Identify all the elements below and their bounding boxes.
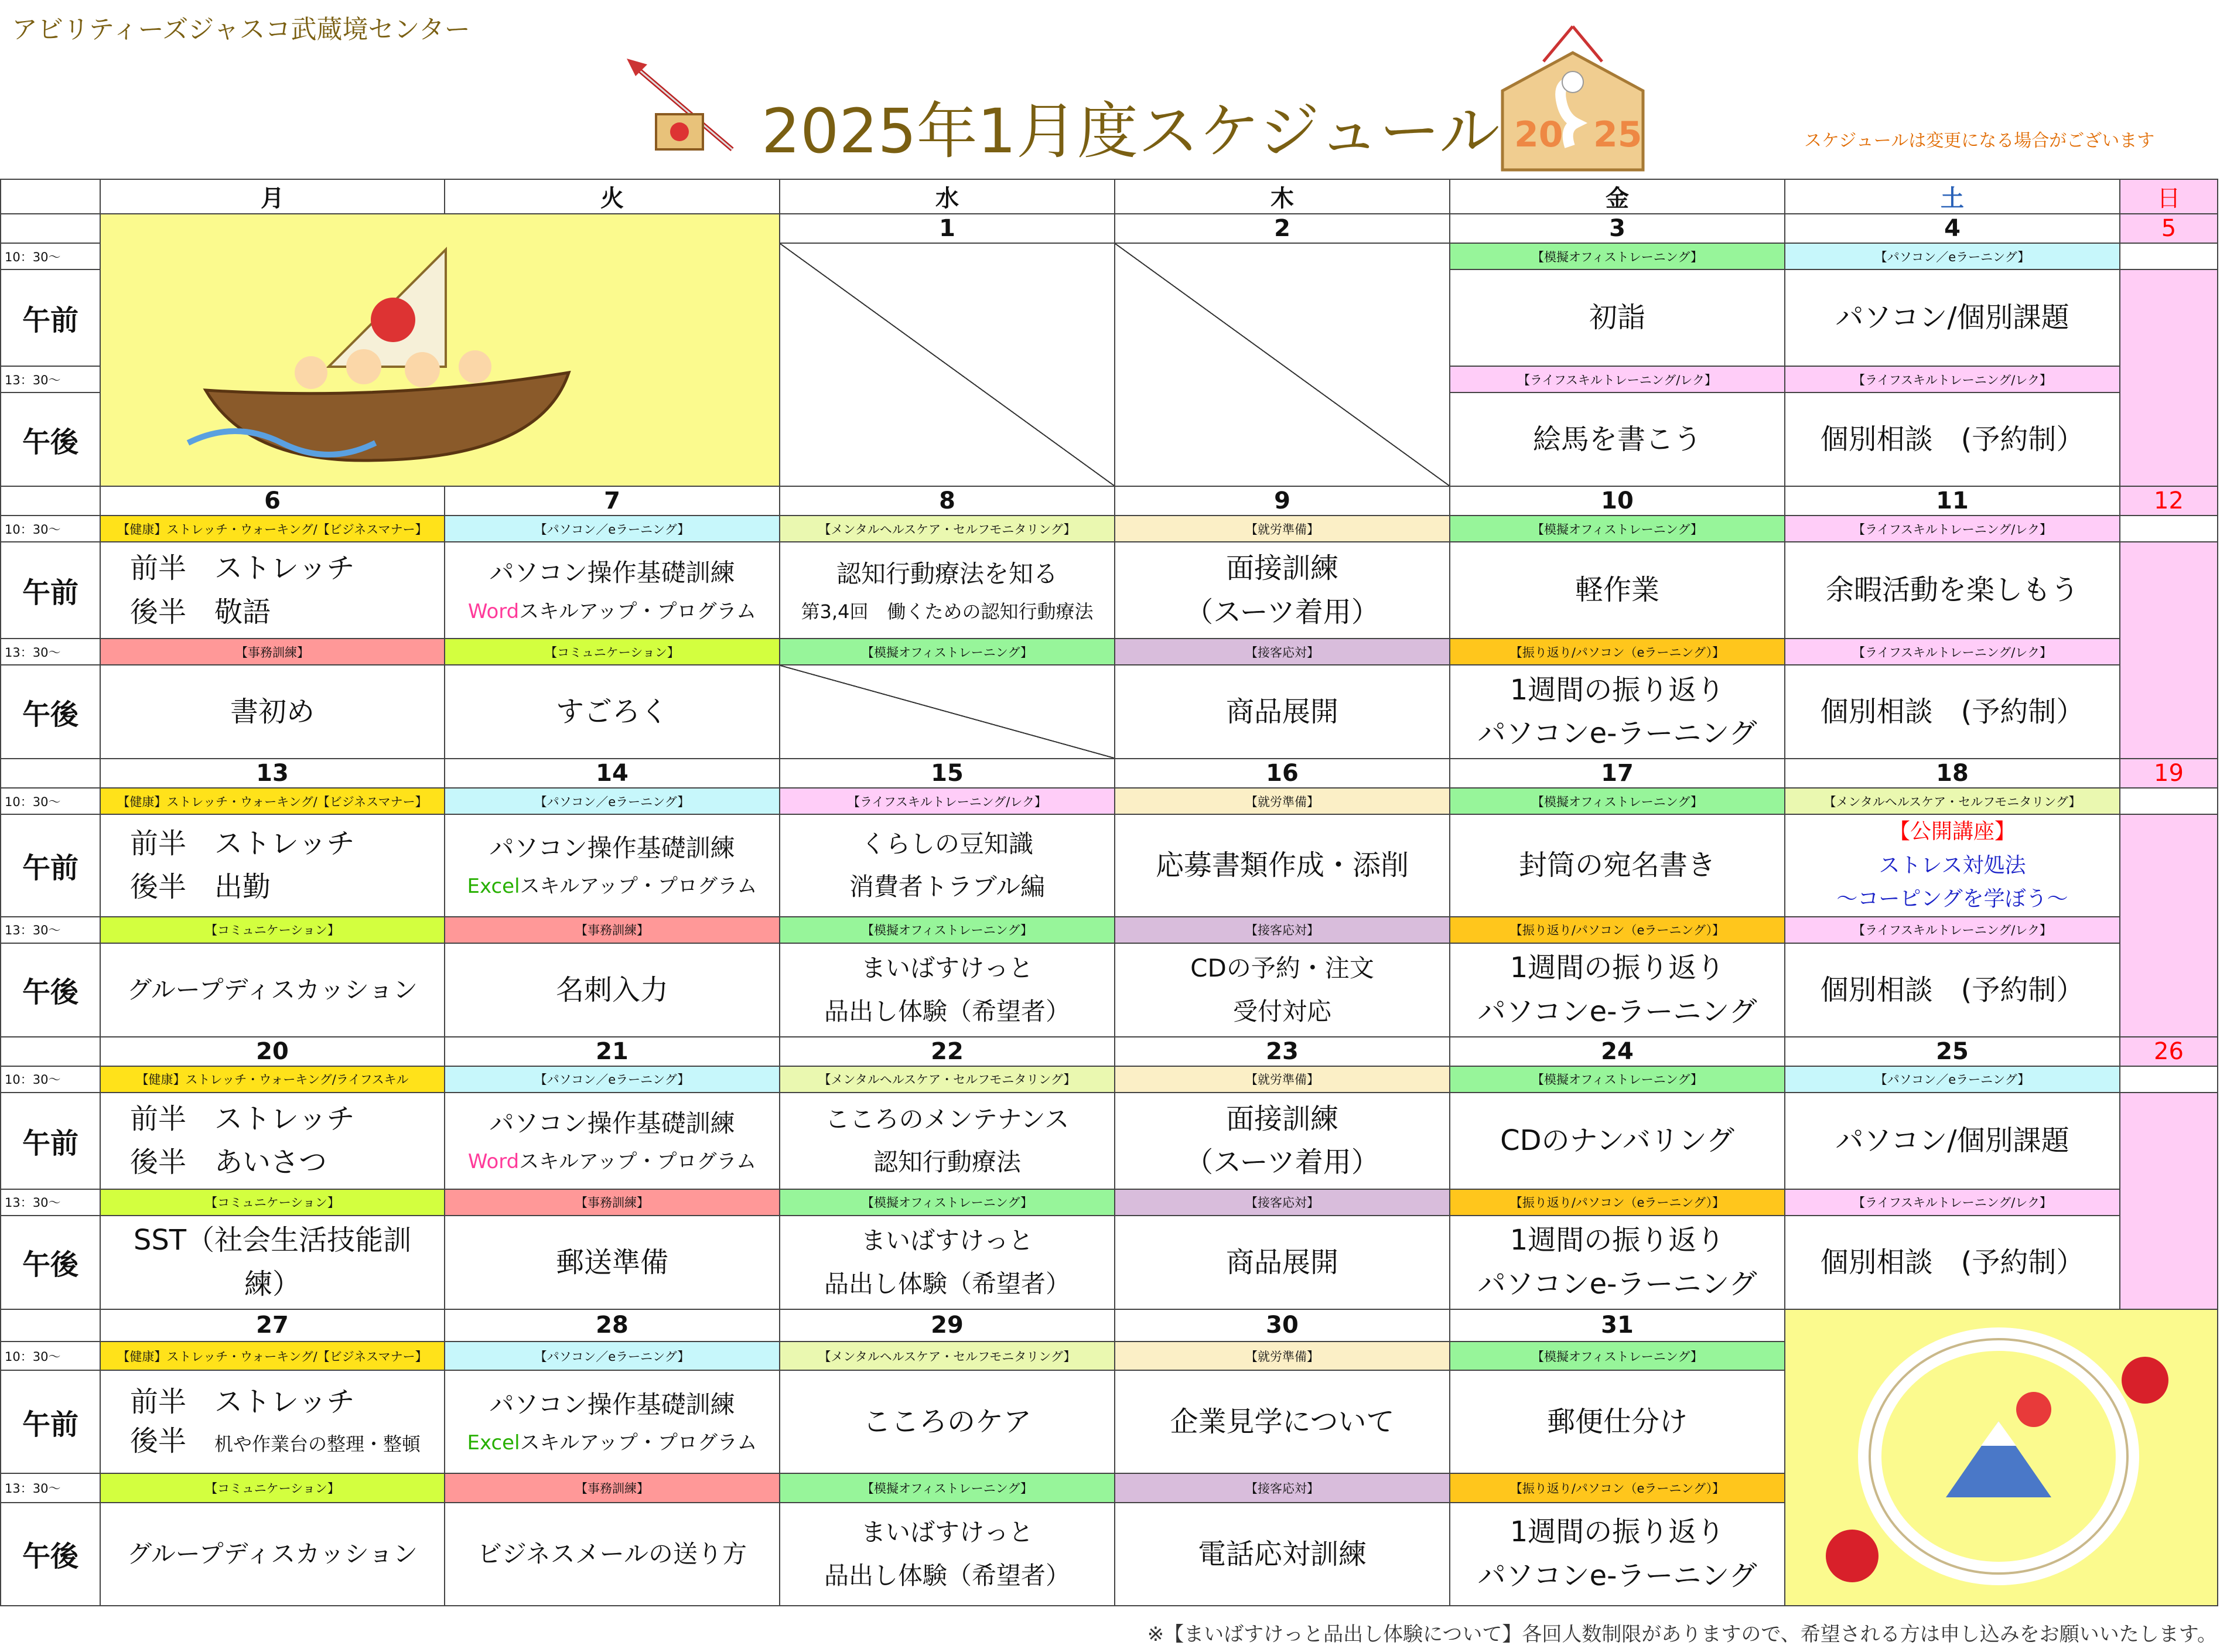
day-number: 2 [1115, 214, 1450, 243]
activity: こころのメンテナンス 認知行動療法 [780, 1093, 1115, 1189]
day-number: 9 [1115, 486, 1450, 516]
arrow-ema-icon [621, 56, 738, 155]
program-tag: 【パソコン／eラーニング】 [445, 1066, 780, 1093]
program-tag: 【ライフスキルトレーニング/レク】 [1450, 366, 1785, 392]
activity: 前半 ストレッチ 後半 あいさつ [100, 1093, 445, 1189]
program-tag: 【メンタルヘルスケア・セルフモニタリング】 [1785, 788, 2120, 814]
activity: グループディスカッション [100, 943, 445, 1037]
activity: 名刺入力 [445, 943, 780, 1037]
page-title: 2025年1月度スケジュール [761, 95, 1500, 167]
day-number: 31 [1450, 1309, 1785, 1342]
time-am: 10：30～ [1, 1342, 100, 1371]
program-tag: 【健康】ストレッチ・ウォーキング/ライフスキル [100, 1066, 445, 1093]
activity: 面接訓練 （スーツ着用） [1115, 1093, 1450, 1189]
program-tag: 【コミュニケーション】 [100, 1189, 445, 1216]
day-number: 4 [1785, 214, 2120, 243]
day-number: 26 [2120, 1037, 2218, 1066]
program-tag: 【ライフスキルトレーニング/レク】 [1785, 917, 2120, 943]
new-year-illustration-cell [1785, 1309, 2218, 1606]
program-tag: 【コミュニケーション】 [100, 1473, 445, 1503]
program-tag: 【健康】ストレッチ・ウォーキング/【ビジネスマナー】 [100, 516, 445, 542]
activity: 封筒の宛名書き [1450, 814, 1785, 917]
weekday-mon: 月 [100, 179, 445, 214]
program-tag: 【パソコン／eラーニング】 [1785, 1066, 2120, 1093]
program-tag: 【メンタルヘルスケア・セルフモニタリング】 [780, 1066, 1115, 1093]
program-tag: 【模擬オフィストレーニング】 [780, 1473, 1115, 1503]
time-am: 10：30～ [1, 516, 100, 542]
program-tag: 【パソコン／eラーニング】 [445, 516, 780, 542]
time-am: 10：30～ [1, 788, 100, 814]
program-tag: 【事務訓練】 [445, 1473, 780, 1503]
day-number: 3 [1450, 214, 1785, 243]
schedule-table [0, 179, 2218, 1606]
day-number: 23 [1115, 1037, 1450, 1066]
activity: 個別相談 (予約制） [1785, 943, 2120, 1037]
activity: 1週間の振り返り パソコンe-ラーニング [1450, 1503, 1785, 1606]
activity: こころのケア [780, 1370, 1115, 1473]
program-tag: 【ライフスキルトレーニング/レク】 [1785, 639, 2120, 665]
activity: 商品展開 [1115, 1216, 1450, 1309]
day-number: 14 [445, 759, 780, 788]
slot-am: 午前 [1, 814, 100, 917]
activity: 前半 ストレッチ 後半 出勤 [100, 814, 445, 917]
weekday-fri: 金 [1450, 179, 1785, 214]
time-am: 10：30～ [1, 1066, 100, 1093]
activity: 1週間の振り返り パソコンe-ラーニング [1450, 1216, 1785, 1309]
program-tag: 【接客応対】 [1115, 639, 1450, 665]
slot-am: 午前 [1, 1370, 100, 1473]
slot-pm: 午後 [1, 392, 100, 486]
day-number: 24 [1450, 1037, 1785, 1066]
program-tag: 【就労準備】 [1115, 1066, 1450, 1093]
day-number: 12 [2120, 486, 2218, 516]
activity: 1週間の振り返り パソコンe-ラーニング [1450, 665, 1785, 759]
weekday-thu: 木 [1115, 179, 1450, 214]
activity: 前半 ストレッチ 後半 机や作業台の整理・整頓 [100, 1370, 445, 1473]
program-tag: 【接客応対】 [1115, 1189, 1450, 1216]
program-tag: 【ライフスキルトレーニング/レク】 [1785, 516, 2120, 542]
slot-pm: 午後 [1, 665, 100, 759]
program-tag: 【事務訓練】 [100, 639, 445, 665]
empty-slot [780, 665, 1115, 759]
day-number: 11 [1785, 486, 2120, 516]
program-tag: 【ライフスキルトレーニング/レク】 [1785, 1189, 2120, 1216]
activity: 個別相談 (予約制） [1785, 665, 2120, 759]
program-tag: 【振り返り/パソコン（eラーニング）】 [1450, 1473, 1785, 1503]
program-tag: 【ライフスキルトレーニング/レク】 [780, 788, 1115, 814]
time-pm: 13：30～ [1, 639, 100, 665]
time-pm: 13：30～ [1, 1473, 100, 1503]
activity: 個別相談 (予約制） [1785, 1216, 2120, 1309]
activity: まいばすけっと 品出し体験（希望者） [780, 943, 1115, 1037]
activity: CDのナンバリング [1450, 1093, 1785, 1189]
program-tag: 【健康】ストレッチ・ウォーキング/【ビジネスマナー】 [100, 1342, 445, 1371]
activity: 1週間の振り返り パソコンe-ラーニング [1450, 943, 1785, 1037]
weekday-sat: 土 [1785, 179, 2120, 214]
time-pm: 13：30～ [1, 917, 100, 943]
activity: パソコン/個別課題 [1785, 1093, 2120, 1189]
slot-am: 午前 [1, 269, 100, 366]
activity: 余暇活動を楽しもう [1785, 542, 2120, 639]
program-tag: 【接客応対】 [1115, 1473, 1450, 1503]
program-tag: 【健康】ストレッチ・ウォーキング/【ビジネスマナー】 [100, 788, 445, 814]
day-number: 29 [780, 1309, 1115, 1342]
weekday-wed: 水 [780, 179, 1115, 214]
activity: すごろく [445, 665, 780, 759]
activity: 書初め [100, 665, 445, 759]
day-number: 16 [1115, 759, 1450, 788]
day-number: 8 [780, 486, 1115, 516]
weekday-tue: 火 [445, 179, 780, 214]
activity: 絵馬を書こう [1450, 392, 1785, 486]
slot-am: 午前 [1, 542, 100, 639]
program-tag: 【模擬オフィストレーニング】 [1450, 516, 1785, 542]
header-corner [1, 179, 100, 214]
activity: パソコン/個別課題 [1785, 269, 2120, 366]
program-tag: 【振り返り/パソコン（eラーニング）】 [1450, 1189, 1785, 1216]
program-tag: 【コミュニケーション】 [445, 639, 780, 665]
change-note: スケジュールは変更になる場合がございます [1804, 131, 2155, 151]
activity: 電話応対訓練 [1115, 1503, 1450, 1606]
snake-fuji-icon [1788, 1310, 2215, 1603]
activity: まいばすけっと 品出し体験（希望者） [780, 1503, 1115, 1606]
activity: パソコン操作基礎訓練 Wordスキルアップ・プログラム [445, 542, 780, 639]
day-number: 25 [1785, 1037, 2120, 1066]
day-number: 13 [100, 759, 445, 788]
weekday-header-row [1, 179, 2218, 214]
time-am: 10：30～ [1, 243, 100, 269]
activity: 企業見学について [1115, 1370, 1450, 1473]
day-number: 1 [780, 214, 1115, 243]
day-number: 30 [1115, 1309, 1450, 1342]
program-tag: 【コミュニケーション】 [100, 917, 445, 943]
program-tag: 【模擬オフィストレーニング】 [1450, 243, 1785, 269]
program-tag: 【メンタルヘルスケア・セルフモニタリング】 [780, 1342, 1115, 1371]
program-tag: 【振り返り/パソコン（eラーニング）】 [1450, 917, 1785, 943]
activity: 認知行動療法を知る 第3,4回 働くための認知行動療法 [780, 542, 1115, 639]
activity: 郵便仕分け [1450, 1370, 1785, 1473]
activity: 商品展開 [1115, 665, 1450, 759]
program-tag: 【パソコン／eラーニング】 [445, 788, 780, 814]
time-pm: 13：30～ [1, 366, 100, 392]
day-number: 18 [1785, 759, 2120, 788]
program-tag: 【就労準備】 [1115, 516, 1450, 542]
activity: SST（社会生活技能訓 練） [100, 1216, 445, 1309]
activity: 軽作業 [1450, 542, 1785, 639]
empty-day [780, 243, 1115, 486]
program-tag: 【パソコン／eラーニング】 [1785, 243, 2120, 269]
day-number: 15 [780, 759, 1115, 788]
activity: グループディスカッション [100, 1503, 445, 1606]
activity: 初詣 [1450, 269, 1785, 366]
slot-am: 午前 [1, 1093, 100, 1189]
svg-text:20: 20 [1514, 114, 1563, 155]
day-number: 28 [445, 1309, 780, 1342]
program-tag: 【就労準備】 [1115, 788, 1450, 814]
activity: 前半 ストレッチ 後半 敬語 [100, 542, 445, 639]
activity: CDの予約・注文 受付対応 [1115, 943, 1450, 1037]
day-number: 10 [1450, 486, 1785, 516]
activity: 【公開講座】 ストレス対処法 ～コーピングを学ぼう～ [1785, 814, 2120, 917]
activity: パソコン操作基礎訓練 Wordスキルアップ・プログラム [445, 1093, 780, 1189]
activity: パソコン操作基礎訓練 Excelスキルアップ・プログラム [445, 814, 780, 917]
footnote: ※【まいばすけっと品出し体験について】各回人数制限がありますので、希望される方は申し込みをお願いいたします。 [1147, 1623, 2217, 1646]
program-tag: 【模擬オフィストレーニング】 [780, 1189, 1115, 1216]
program-tag: 【模擬オフィストレーニング】 [780, 639, 1115, 665]
day-number: 21 [445, 1037, 780, 1066]
activity: まいばすけっと 品出し体験（希望者） [780, 1216, 1115, 1309]
empty-day [1115, 243, 1450, 486]
program-tag: 【模擬オフィストレーニング】 [1450, 788, 1785, 814]
program-tag: 【接客応対】 [1115, 917, 1450, 943]
program-tag: 【振り返り/パソコン（eラーニング）】 [1450, 639, 1785, 665]
program-tag: 【就労準備】 [1115, 1342, 1450, 1371]
day-number: 20 [100, 1037, 445, 1066]
day-number: 17 [1450, 759, 1785, 788]
weekday-sun: 日 [2120, 179, 2218, 214]
svg-text:25: 25 [1593, 114, 1642, 155]
day-number: 22 [780, 1037, 1115, 1066]
day-number: 7 [445, 486, 780, 516]
program-tag: 【模擬オフィストレーニング】 [1450, 1342, 1785, 1371]
slot-pm: 午後 [1, 1503, 100, 1606]
program-tag: 【事務訓練】 [445, 1189, 780, 1216]
new-year-illustration-cell [100, 214, 780, 486]
day-number: 27 [100, 1309, 445, 1342]
day-number: 6 [100, 486, 445, 516]
activity: 郵送準備 [445, 1216, 780, 1309]
day-number: 19 [2120, 759, 2218, 788]
slot-pm: 午後 [1, 943, 100, 1037]
activity: 個別相談 (予約制） [1785, 392, 2120, 486]
program-tag: 【パソコン／eラーニング】 [445, 1342, 780, 1371]
activity: くらしの豆知識 消費者トラブル編 [780, 814, 1115, 917]
day-number: 5 [2120, 214, 2218, 243]
snake-ema-2025-icon [1491, 21, 1655, 176]
program-tag: 【模擬オフィストレーニング】 [780, 917, 1115, 943]
treasure-ship-icon [118, 226, 762, 472]
activity: 面接訓練 （スーツ着用） [1115, 542, 1450, 639]
activity: ビジネスメールの送り方 [445, 1503, 780, 1606]
program-tag: 【模擬オフィストレーニング】 [1450, 1066, 1785, 1093]
time-pm: 13：30～ [1, 1189, 100, 1216]
program-tag: 【ライフスキルトレーニング/レク】 [1785, 366, 2120, 392]
activity: 応募書類作成・添削 [1115, 814, 1450, 917]
activity: パソコン操作基礎訓練 Excelスキルアップ・プログラム [445, 1370, 780, 1473]
program-tag: 【メンタルヘルスケア・セルフモニタリング】 [780, 516, 1115, 542]
slot-pm: 午後 [1, 1216, 100, 1309]
program-tag: 【事務訓練】 [445, 917, 780, 943]
org-name: アビリティーズジャスコ武蔵境センター [12, 15, 470, 45]
